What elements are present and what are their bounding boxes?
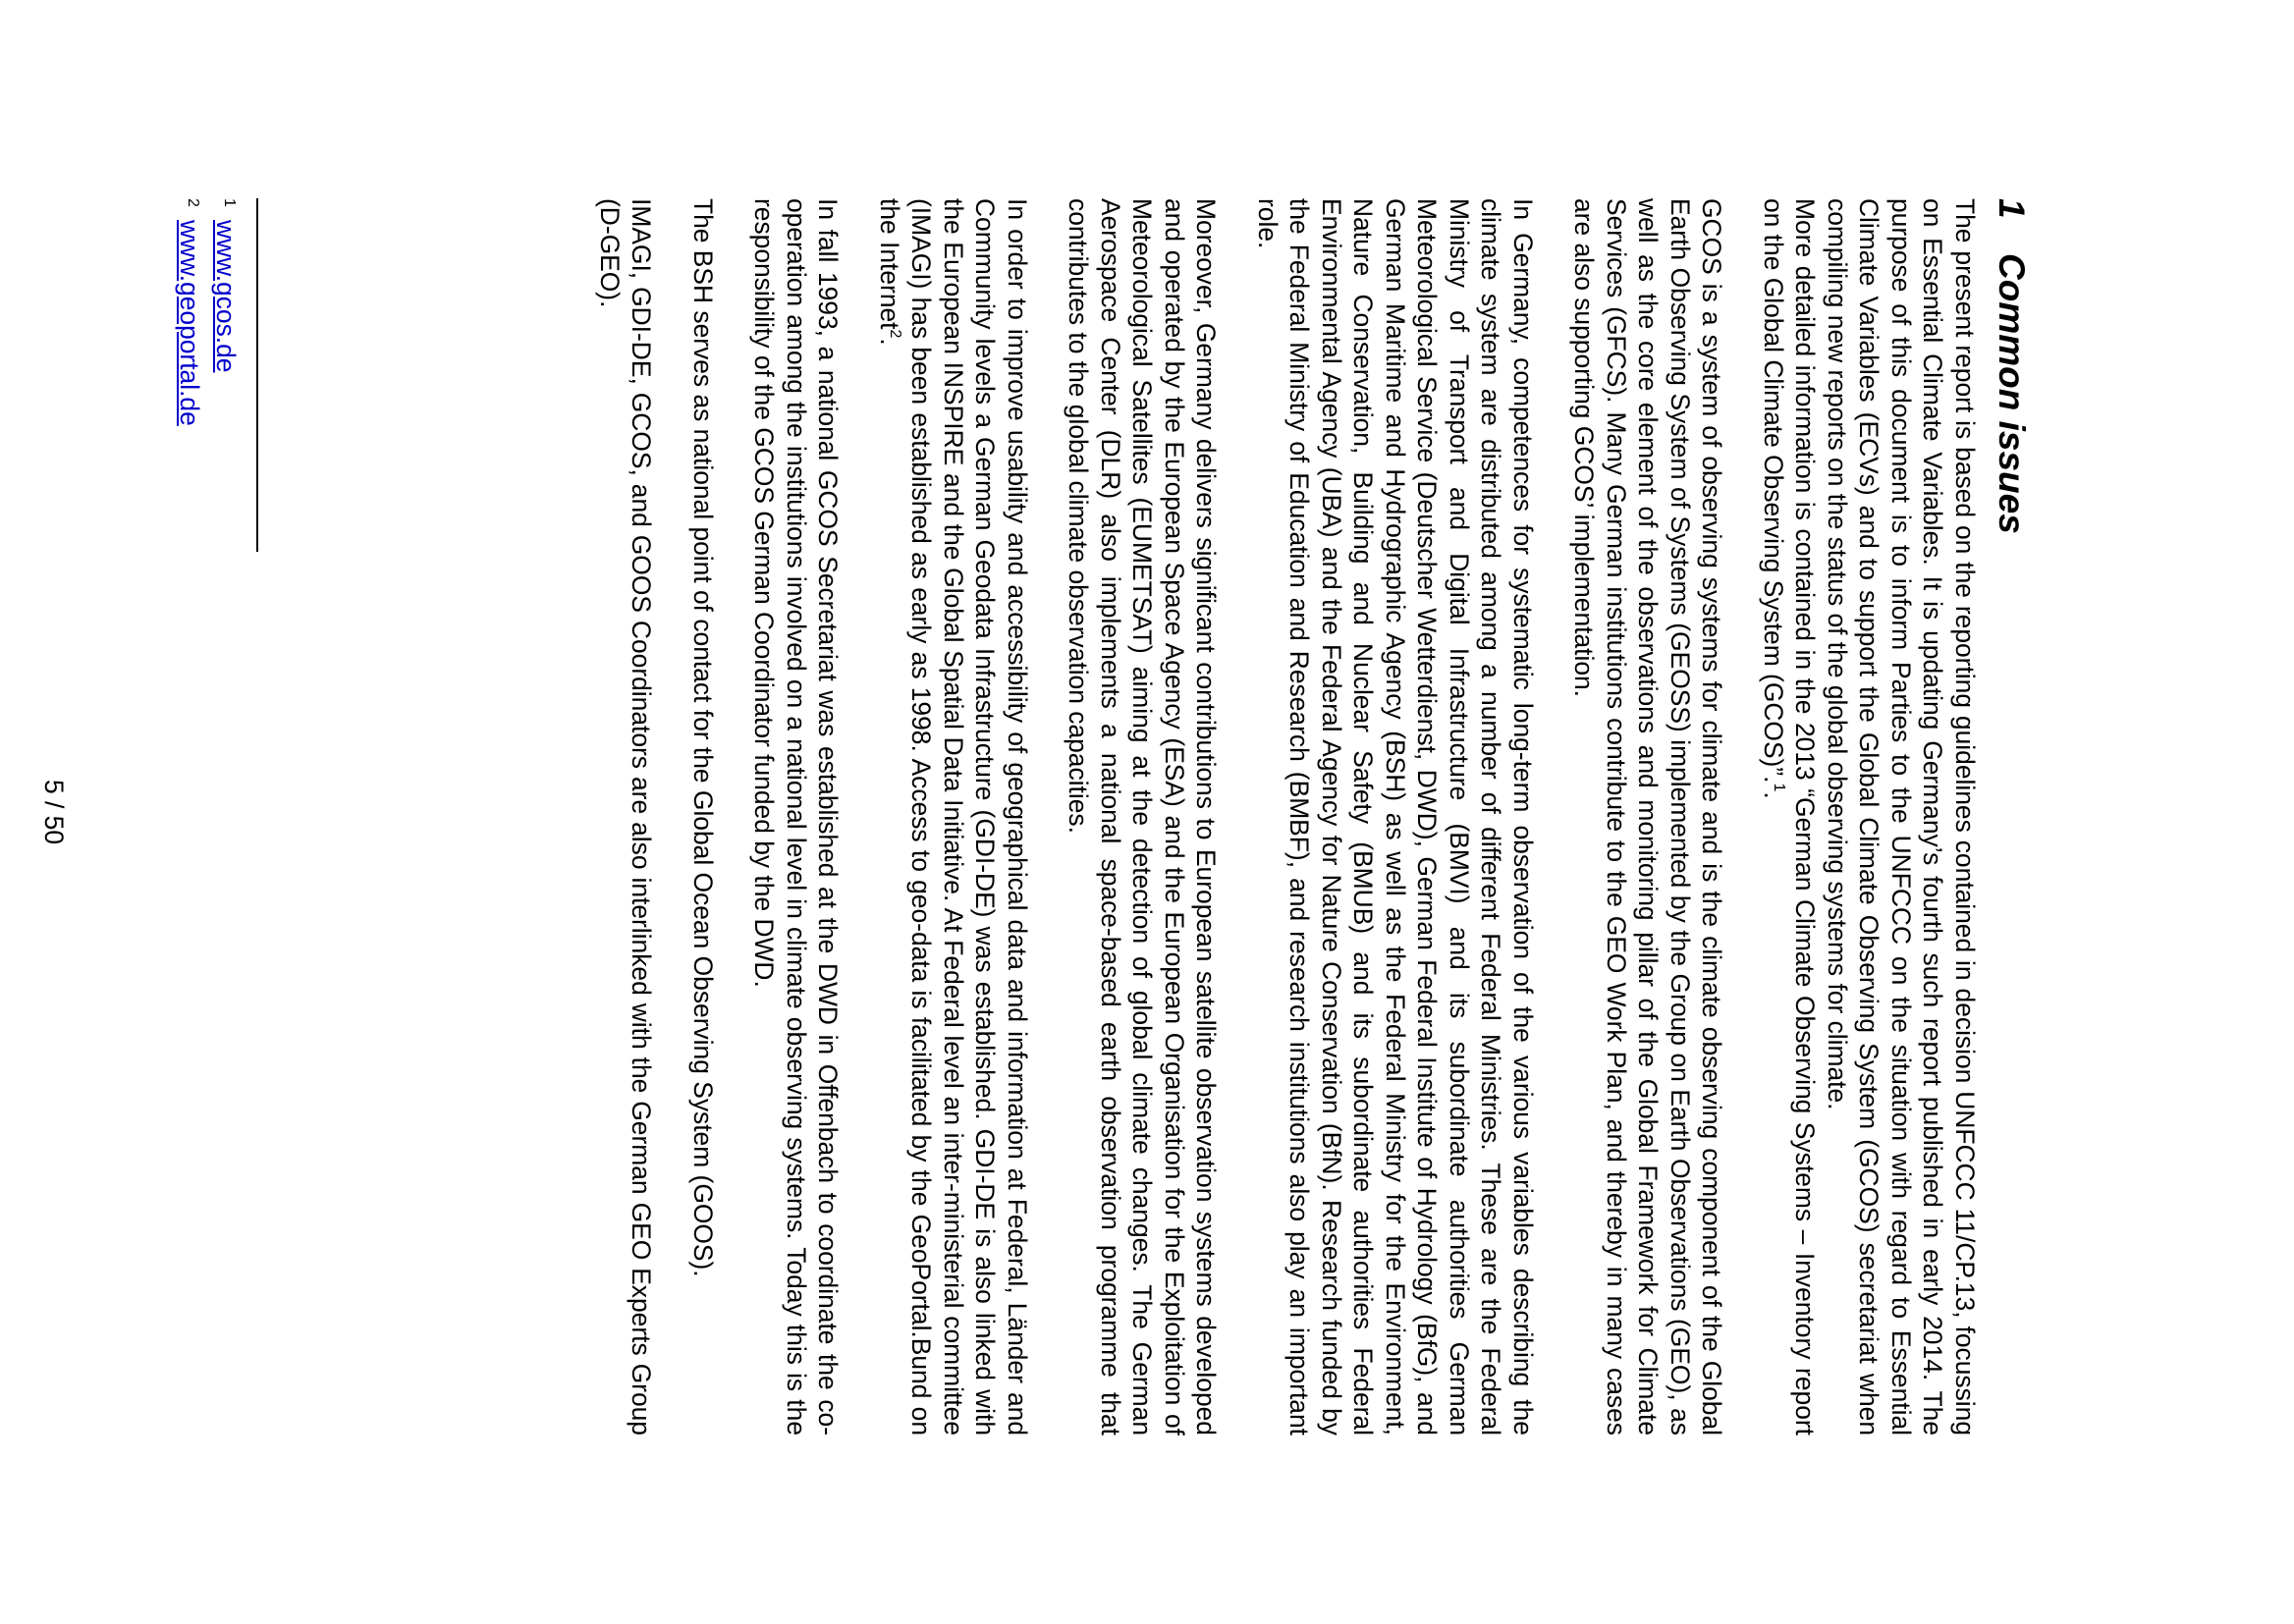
paragraph-geodata-infrastructure: In order to improve usability and accessibility of geographical data and information at Federal, Länder and Community levels a German Geodata Infrastructure (GDI-DE) was established. GDI-DE is also linked with the European INSPIRE and the Global Spatial Data Initiative. At Federal level an inter-ministerial committee (IMAGI) has been established as early as 1998. Access to geo-data is facilitated by the GeoPortal.Bund on the Internet$^2$. — [875, 198, 1032, 1435]
footnote-link-geoportal[interactable]: www.geoportal.de — [175, 220, 204, 426]
footnote-ref-1[interactable]: 1 — [1770, 783, 1787, 792]
paragraph-competences: In Germany, competences for systematic long-term observation of the various variables describing the climate system are distributed among a number of different Federal Ministries. These are the Federal Ministry of Transport and Digital Infrastructure (BMVI) and its subordinate authorities German Meteorological Service (Deutscher Wetterdienst, DWD), German Federal Institute of Hydrology (BfG), and German Maritime and Hydrographic Agency (BSH) as well as the Federal Ministry for the Environment, Nature Conservation, Building and Nuclear Safety (BMUB) and its subordinate authorities Federal Environmental Agency (UBA) and the Federal Agency for Nature Conservation (BfN). Research funded by the Federal Ministry of Education and Research (BMBF), and research institutions also play an important role. — [1253, 198, 1538, 1435]
paragraph-gcos-secretariat: In fall 1993, a national GCOS Secretariat was established at the DWD in Offenbach to coordinate the co-operation among the institutions involved on a national level in climate observing systems. Today this is the responsibility of the GCOS German Coordinator funded by the DWD. — [749, 198, 844, 1435]
paragraph-inventory-report-text: More detailed information is contained in the 2013 “German Climate Observing Systems – Inventory report on the Global Climate Observing System (GCOS)”. — [1759, 198, 1821, 1435]
paragraph-reporting-basis: The present report is based on the reporting guidelines contained in decision UNFCCC 11/CP.13, focussing on Essential Climate Variables. It is updating Germany’s fourth such report published in early 2014. The purpose of this document is to inform Parties to the UNFCCC on the situation with regard to Essential Climate Variables (ECVs) and to support the Global Climate Observing System (GCOS) secretariat when compiling new reports on the status of the global observing systems for climate. — [1823, 198, 1980, 1435]
footnote-number: 2 — [185, 198, 201, 207]
footnote-1 — [205, 198, 242, 1082]
body-text — [565, 198, 2035, 1435]
section-heading — [1989, 198, 2034, 1435]
section-number: 1 — [1992, 198, 2032, 219]
paragraph-geodata-infrastructure-text: In order to improve usability and accessibility of geographical data and information at Federal, Länder and Community levels a German Geodata Infrastructure (GDI-DE) was established. GDI-DE is also linked with the European INSPIRE and the Global Spatial Data Initiative. At Federal level an inter-ministerial committee (IMAGI) has been established as early as 1998. Access to geo-data is facilitated by the GeoPortal.Bund on the Internet — [875, 198, 1032, 1435]
paragraph-inventory-report: More detailed information is contained in the 2013 “German Climate Observing Systems – Inventory report on the Global Climate Observing System (GCOS)”.$^1$. — [1759, 198, 1821, 1435]
paragraph-gcos-definition: GCOS is a system of observing systems for climate and is the climate observing component of the Global Earth Observing System of Systems (GEOSS) implemented by the Group on Earth Observations (GEO), as well as the core element of the observations and monitoring pillar of the Global Framework for Climate Services (GFCS). Many German institutions contribute to the GEO Work Plan, and thereby in many cases are also supporting GCOS’ implementation. — [1569, 198, 1727, 1435]
footnote-separator — [256, 198, 258, 552]
footnote-2 — [169, 198, 205, 1082]
footnote-number: 1 — [221, 198, 238, 207]
page-number: 5 / 50 — [39, 779, 69, 845]
section-title: Common issues — [1992, 253, 2032, 534]
footnote-ref-2[interactable]: 2 — [886, 329, 903, 339]
paragraph-satellite-contributions: Moreover, Germany delivers significant contributions to European satellite observation systems developed and operated by the European Space Agency (ESA) and the European Organisation for the Exploitation of Meteorological Satellites (EUMETSAT) aiming at the detection of global climate changes. The German Aerospace Center (DLR) also implements a national space-based earth observation programme that contributes to the global climate observation capacities. — [1064, 198, 1222, 1435]
footnote-link-gcos[interactable]: www.gcos.de — [211, 220, 241, 373]
paragraph-coordinators: IMAGI, GDI-DE, GCOS, and GOOS Coordinators are also interlinked with the German GEO Experts Group (D-GEO). — [595, 198, 657, 1435]
paragraph-bsh-goos: The BSH serves as national point of contact for the Global Ocean Observing System (GOOS). — [688, 198, 718, 1277]
footnotes — [169, 198, 242, 1082]
